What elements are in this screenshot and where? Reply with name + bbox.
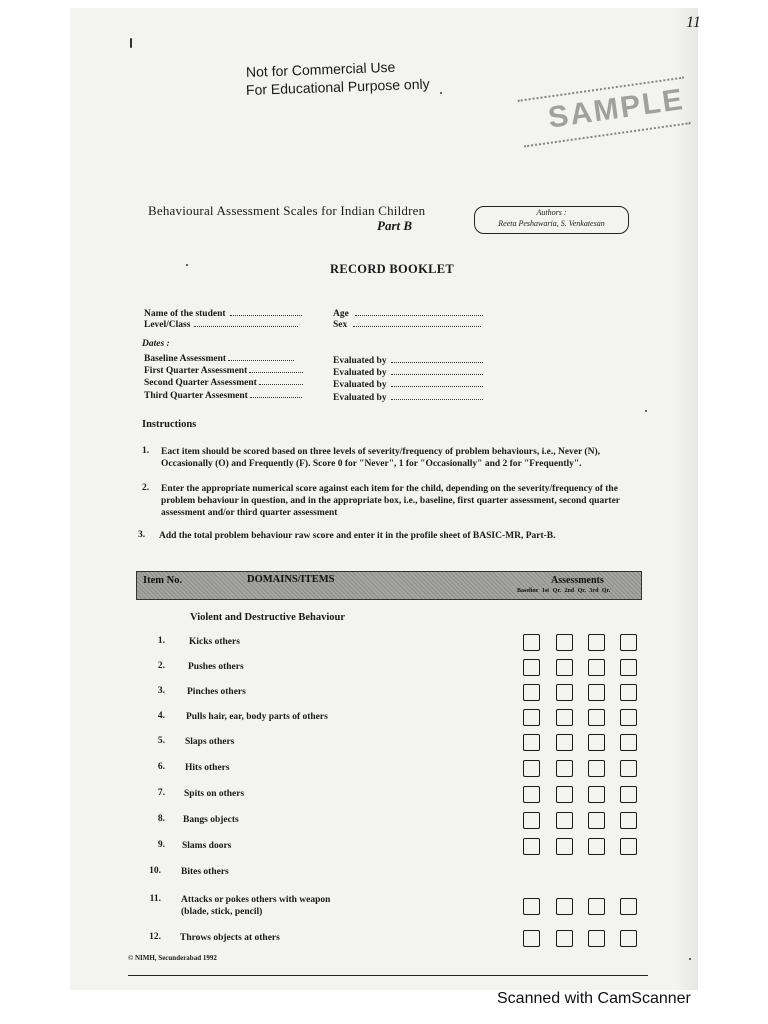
assessment-subcolumn: Baseline: [517, 588, 542, 594]
item-label-line: Kicks others: [189, 637, 240, 647]
record-booklet-title: RECORD BOOKLET: [330, 262, 455, 276]
score-box[interactable]: [523, 760, 540, 777]
fill-line: [391, 354, 483, 363]
assessment-field-label: [144, 364, 303, 376]
score-box[interactable]: [588, 812, 605, 829]
score-box[interactable]: [620, 838, 637, 855]
score-box[interactable]: [556, 659, 573, 676]
item-label-line: Bites others: [181, 867, 229, 877]
score-box[interactable]: [556, 838, 573, 855]
instruction-line: Enter the appropriate numerical score against each item for the child, depending on the severity/frequency of the: [161, 484, 618, 494]
table-header-bar: [136, 571, 642, 600]
instruction-line: assessment and/or third quarter assessment: [161, 508, 338, 518]
item-label-line: Hits others: [185, 763, 230, 773]
score-box[interactable]: [523, 659, 540, 676]
assessment-field-text: First Quarter Assessment: [144, 366, 248, 376]
item-label: [182, 840, 231, 852]
item-number: 5.: [157, 736, 165, 746]
score-box[interactable]: [620, 786, 637, 803]
student-field-text: Level/Class: [144, 320, 191, 330]
score-box[interactable]: [523, 709, 540, 726]
score-box[interactable]: [588, 709, 605, 726]
authors-box: [474, 206, 629, 234]
authors-label: Authors :: [536, 208, 567, 217]
evaluated-by-field: [333, 366, 483, 378]
item-label: [185, 736, 234, 748]
score-box[interactable]: [588, 760, 605, 777]
instruction-number: 3.: [138, 530, 146, 540]
page-number: 11: [686, 14, 701, 31]
camscanner-watermark: Scanned with CamScanner: [497, 990, 691, 1007]
score-box[interactable]: [523, 812, 540, 829]
score-box[interactable]: [523, 898, 540, 915]
score-box[interactable]: [523, 930, 540, 947]
item-label: [184, 788, 244, 800]
item-label: [180, 932, 280, 944]
score-box[interactable]: [556, 734, 573, 751]
footer-rule: [128, 975, 648, 976]
score-box[interactable]: [556, 898, 573, 915]
item-label: [185, 762, 230, 774]
score-box[interactable]: [588, 684, 605, 701]
score-box[interactable]: [523, 786, 540, 803]
series-title: Behavioural Assessment Scales for Indian Children: [148, 203, 426, 218]
instruction-text: [161, 446, 600, 470]
assessments-header: Assessments: [551, 575, 604, 586]
instruction-line: problem behaviour in question, and in the appropriate box, i.e., baseline, first quarter assessment, second quarter: [161, 496, 621, 506]
score-box[interactable]: [556, 930, 573, 947]
instructions-heading: Instructions: [142, 419, 197, 430]
assessment-field-text: Baseline Assessment: [144, 354, 227, 364]
score-box[interactable]: [556, 684, 573, 701]
notice-commercial: Not for Commercial Use: [245, 58, 396, 80]
domain-title: Violent and Destructive Behaviour: [190, 612, 346, 623]
evaluated-by-text: Evaluated by: [333, 380, 387, 390]
score-box[interactable]: [620, 659, 637, 676]
instruction-number: 2.: [142, 483, 150, 493]
fill-line: [259, 376, 303, 385]
instruction-line: Eact item should be scored based on three levels of severity/frequency of problem behaviours, i.e., Never (N),: [161, 447, 600, 457]
item-label: [186, 711, 328, 723]
item-label-line: Attacks or pokes others with weapon: [181, 895, 331, 905]
item-label-line: Slaps others: [185, 737, 235, 747]
item-label: [189, 636, 240, 648]
score-box[interactable]: [556, 709, 573, 726]
student-field-text: Name of the student: [144, 309, 226, 319]
item-number: 2.: [157, 661, 165, 671]
student-field-pair: [333, 318, 481, 330]
scan-speck: [186, 264, 188, 266]
scan-speck: [130, 38, 132, 48]
evaluated-by-field: [333, 378, 483, 390]
item-label: [183, 814, 239, 826]
scan-speck: [645, 410, 647, 412]
evaluated-by-text: Evaluated by: [333, 393, 387, 403]
instruction-text: [159, 530, 556, 542]
score-box[interactable]: [588, 838, 605, 855]
fill-line: [249, 364, 303, 373]
part-label: Part B: [377, 218, 413, 233]
score-box[interactable]: [620, 709, 637, 726]
item-label-line: Throws objects at others: [180, 933, 280, 943]
instruction-text: [161, 483, 620, 519]
score-box[interactable]: [588, 634, 605, 651]
assessment-subcolumn: 1st Qr.: [541, 588, 565, 594]
instruction-line: Occasionally (O) and Frequently (F). Score 0 for "Never", 1 for "Occasionally" and 2 for "Frequently".: [161, 459, 582, 469]
score-box[interactable]: [523, 838, 540, 855]
score-box[interactable]: [556, 634, 573, 651]
dates-heading: Dates :: [142, 339, 170, 349]
score-box[interactable]: [588, 659, 605, 676]
student-pair-text: Age: [333, 309, 349, 319]
score-box[interactable]: [556, 760, 573, 777]
score-box[interactable]: [620, 930, 637, 947]
item-label-line: (blade, stick, pencil): [181, 907, 263, 917]
assessment-field-label: [144, 389, 302, 401]
item-number: 1.: [157, 636, 165, 646]
item-number: 9.: [157, 840, 165, 850]
instruction-line: Add the total problem behaviour raw score and enter it in the profile sheet of BASIC-MR, Part-B.: [159, 531, 556, 541]
score-box[interactable]: [556, 786, 573, 803]
item-number: 3.: [157, 686, 165, 696]
score-box[interactable]: [620, 812, 637, 829]
item-label: [181, 894, 330, 918]
evaluated-by-text: Evaluated by: [333, 368, 387, 378]
item-number: 10.: [149, 866, 161, 876]
scan-speck: [440, 92, 442, 94]
item-number: 11.: [149, 894, 161, 904]
score-box[interactable]: [620, 684, 637, 701]
fill-line: [194, 318, 298, 327]
score-box[interactable]: [620, 734, 637, 751]
score-box[interactable]: [588, 786, 605, 803]
item-no-header: Item No.: [143, 575, 183, 586]
evaluated-by-text: Evaluated by: [333, 356, 387, 366]
fill-line: [230, 307, 302, 316]
item-label: [188, 661, 244, 673]
fill-line: [250, 389, 302, 398]
fill-line: [353, 318, 481, 327]
fill-line: [228, 352, 294, 361]
assessment-subcolumn: 3rd Qr.: [589, 588, 611, 594]
student-field-label: [144, 318, 298, 330]
item-label-line: Pulls hair, ear, body parts of others: [186, 712, 328, 722]
item-number: 7.: [157, 788, 165, 798]
item-label-line: Slams doors: [182, 841, 232, 851]
fill-line: [391, 378, 483, 387]
score-box[interactable]: [620, 760, 637, 777]
item-number: 4.: [157, 711, 165, 721]
item-label-line: Bangs objects: [183, 815, 239, 825]
score-box[interactable]: [588, 930, 605, 947]
item-number: 8.: [157, 814, 165, 824]
fill-line: [355, 307, 483, 316]
assessment-field-text: Second Quarter Assessment: [144, 378, 257, 388]
assessment-field-label: [144, 352, 294, 364]
score-box[interactable]: [588, 898, 605, 915]
item-label: [181, 866, 229, 878]
score-box[interactable]: [523, 734, 540, 751]
evaluated-by-field: [333, 391, 483, 403]
instruction-number: 1.: [142, 446, 150, 456]
fill-line: [391, 391, 483, 400]
score-box[interactable]: [556, 812, 573, 829]
score-box[interactable]: [588, 734, 605, 751]
copyright-note: © NIMH, Secunderabad 1992: [128, 954, 217, 962]
item-label-line: Spits on others: [184, 789, 245, 799]
page-edge-shadow: [676, 8, 698, 990]
item-label-line: Pushes others: [188, 662, 244, 672]
item-number: 6.: [157, 762, 165, 772]
authors-names: Reeta Peshawaria, S. Venkatesan: [498, 219, 605, 228]
assessment-field-label: [144, 376, 303, 388]
student-pair-text: Sex: [333, 320, 348, 330]
item-label: [187, 686, 246, 698]
score-box[interactable]: [620, 634, 637, 651]
assessment-subcolumns: [517, 588, 610, 594]
score-box[interactable]: [620, 898, 637, 915]
item-number: 12.: [149, 932, 161, 942]
assessment-subcolumn: 2nd Qr.: [564, 588, 590, 594]
item-label-line: Pinches others: [187, 687, 246, 697]
evaluated-by-field: [333, 354, 483, 366]
fill-line: [391, 366, 483, 375]
score-box[interactable]: [523, 684, 540, 701]
score-box[interactable]: [523, 634, 540, 651]
stamp-text: SAMPLE: [546, 82, 687, 135]
notice-educational: For Educational Purpose only: [245, 75, 430, 98]
assessment-field-text: Third Quarter Assesment: [144, 391, 248, 401]
scan-speck: [689, 958, 691, 960]
domains-items-header: DOMAINS/ITEMS: [247, 574, 335, 585]
